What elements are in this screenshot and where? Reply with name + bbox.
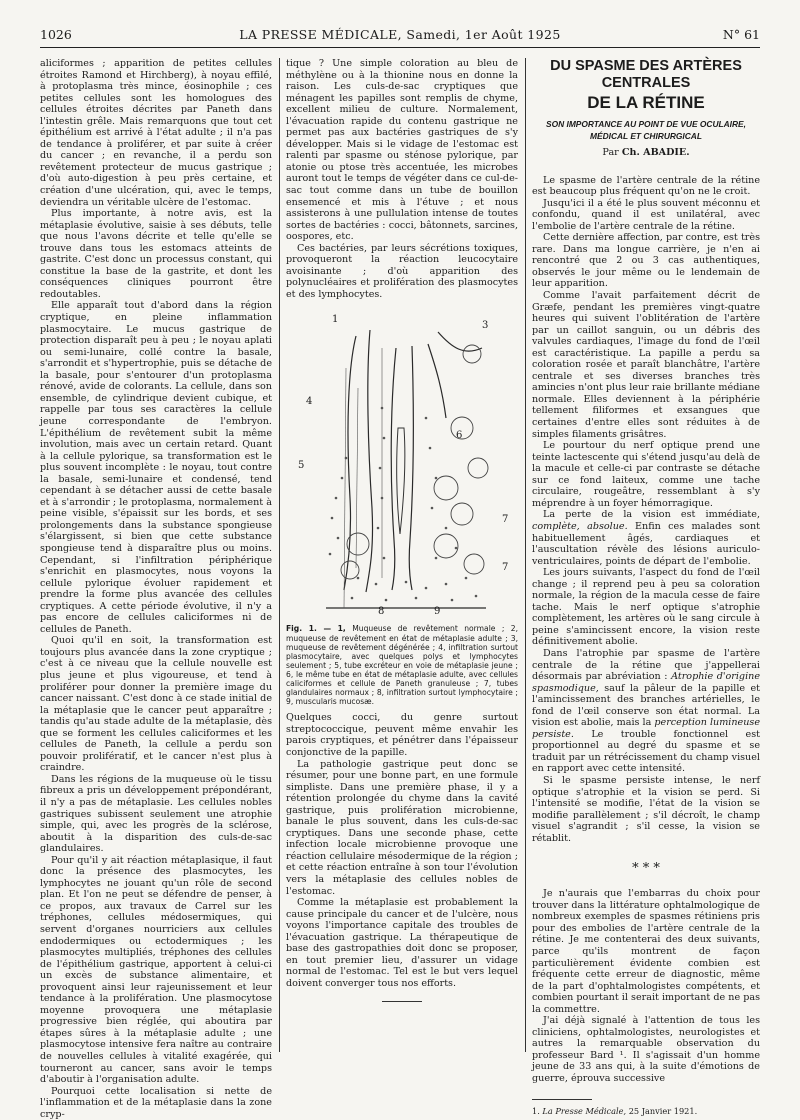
column-2: [286, 58, 518, 1002]
emphasis: perception lumineuse persiste.: [532, 717, 761, 740]
paragraph: J'ai déjà signalé à l'attention de tous les cliniciens, ophtalmologistes, neurologistes et autres la remarquable observation du professeur Bard ¹. Il s'agissait d'un homme jeune de 33 ans qui, à la suite d'émotions de guerre, éprouva successive: [532, 1015, 760, 1085]
paragraph: Dans les régions de la muqueuse où le tissu fibreux a pris un développement prépondérant, il n'y a pas de métaplasie. Les cellules nobles gastriques subissent seulement une atrophie simple, qui, avec les progrès de la sclérose, aboutit à la disparition des culs-de-sac glandulaires.: [40, 773, 272, 855]
byline-author: Ch. ABADIE.: [621, 147, 690, 158]
section-stars: * * *: [632, 861, 660, 877]
paragraph: aliciformes ; apparition de petites cellules étroites Ramond et Hirchberg), à noyau effilé, à protoplasma très mince, éosinophile ; ces petites cellules sont les homologues des cellules étroites décrites par Paneth dans l'intestin grêle. Mais remarquons que tout cet épithélium est arrivé à l'état adulte ; il n'a pas de tendance à proliférer, et par suite à créer du cancer ; en revanche, il a perdu son revêtement protecteur de mucus gastrique ; d'où auto-digestion à peu près certaine, et création d'une ulcération, qui, avec le temps, deviendra un véritable ulcère de l'estomac.: [40, 58, 272, 208]
article-byline: [532, 147, 760, 159]
paragraph: Elle apparaît tout d'abord dans la région cryptique, en pleine inflammation plasmocytaire. Le mucus gastrique de protection disparaît peu à peu ; le noyau aplati ou semi-lunaire, collé contre la basale, s'arrondit et s'hypertrophie, puis se détache de la basale, pour s'entourer d'un protoplasma rénové, avide de colorants. La cellule, dans son ensemble, de cylindrique devient cubique, et rappelle par tous ses caractères la cellule jeune correspondante de l'embryon. L'épithélium de revêtement subit la même involution, mais avec un certain retard. Quant à la cellule pylorique, sa transformation est le plus souvent incomplète : le noyau, tout contre la basale, semi-lunaire et condensé, tend cependant à se détacher aussi de cette basale et à s'arrondir ; le protoplasma, normalement à peine visible, s'épaissit sur les bords, et ses prolongements dans la substance spongieuse s'élargissent, si bien que cette substance spongieuse tend à disparaître plus ou moins. Cependant, si l'infiltration périphérique s'enrichit en plasmocytes, nous voyons la cellule pylorique évoluer rapidement et prendre la forme plus avancée des cellules cryptiques. A cette période évolutive, il n'y a pas encore de cellules caliciformes ni de cellules de Paneth.: [40, 300, 272, 635]
column-separator: [525, 58, 526, 1052]
column-3: [532, 58, 760, 1116]
article-title: [532, 58, 760, 113]
footnote-number: 1.: [532, 1105, 540, 1116]
issue-number: N° 61: [722, 27, 760, 42]
text-run: Dans l'atrophie par spasme de l'artère centrale de la rétine que j'appellerai désormais par abréviation :: [532, 647, 760, 683]
histology-figure: [286, 308, 518, 618]
figure-caption: [286, 624, 518, 706]
header-rule: [40, 47, 760, 48]
figure-label: 6: [456, 430, 463, 442]
paragraph: Comme l'avait parfaitement décrit de Græfe, pendant les premières vingt-quatre heures qui suivent l'oblitération de l'artère par un caillot sanguin, ou un débris des valvules cardiaques, l'image du fond de l'œil est caractéristique. La papille a perdu sa coloration rosée et paraît blanchâtre, l'artère centrale et ses diverses branches très amincies n'ont plus leur raie brillante médiane normale. Elles deviennent à la périphérie tellement filiformes et exsangues que certaines d'entre elles sont réduites à de simples filaments grisâtres.: [532, 290, 760, 440]
text-run: La perte de la vision est immédiate,: [543, 509, 760, 521]
paragraph: Comme la métaplasie est probablement la cause principale du cancer et de l'ulcère, nous voyons l'importance capitale des troubles de l'évacuation gastrique. La thérapeutique de base des gastropathies doit donc se proposer, en tout premier lieu, d'assurer un vidage normal de l'estomac. Tel est le but vers lequel doivent converger tous nos efforts.: [286, 897, 518, 989]
figure-label: 7: [502, 514, 509, 526]
paragraph: Je n'aurais que l'embarras du choix pour trouver dans la littérature ophtalmologique de nombreux exemples de spasmes rétiniens pris pour des embolies de l'artère centrale de la rétine. Je me contenterai des deux suivants, parce qu'ils montrent de façon particulièrement évidente combien est fréquente cette erreur de diagnostic, même de la part d'ophtalmologistes compétents, et combien pourtant il serait important de ne pas la commettre.: [532, 888, 760, 1015]
footnote-rule: [532, 1099, 592, 1100]
text-run: sauf la pâleur de la papille et l'amincissement des branches artérielles, le fond de l'œil conserve son état normal. La vision est abolie, mais la: [532, 682, 760, 729]
paragraph: Plus importante, à notre avis, est la métaplasie évolutive, saisie à ses débuts, telle que nous l'avons décrite et telle qu'elle se trouve dans tous les estomacs atteints de gastrite. C'est donc un processus constant, qui constitue la base de la gastrite, et dont les conséquences cliniques pourront être redoutables.: [40, 208, 272, 300]
paragraph: La pathologie gastrique peut donc se résumer, pour une bonne part, en une formule simpliste. Dans une première phase, il y a rétention prolongée du chyme dans la cavité gastrique, puis prolifération microbienne, banale le plus souvent, dans les culs-de-sac cryptiques. Dans une seconde phase, cette infection locale microbienne provoque une réaction cellulaire mésodermique de la région ; et cette réaction entraîne à son tour l'évolution vers la métaplasie des cellules nobles de l'estomac.: [286, 758, 518, 897]
article-title-line-1: DU SPASME DES ARTÈRES CENTRALES: [550, 58, 742, 91]
figure-label: 7: [502, 562, 509, 574]
figure-label: 9: [434, 606, 441, 618]
emphasis: complète, absolue.: [532, 520, 628, 532]
figure-label: 3: [482, 320, 489, 332]
paragraph: Jusqu'ici il a été le plus souvent méconnu et confondu, quand il est unilatéral, avec l'embolie de l'artère centrale de la rétine.: [532, 197, 760, 232]
column-separator: [279, 58, 280, 1052]
paragraph: Le pourtour du nerf optique prend une teinte lactescente qui s'étend jusqu'au delà de la macule et celle-ci par contraste se détache sur ce fond laiteux, comme une tache circulaire, rougeâtre, ressemblant à s'y méprendre à un foyer hémorragique.: [532, 440, 760, 509]
page-header: [40, 27, 760, 45]
footnote: [532, 1106, 760, 1116]
paragraph: Le spasme de l'artère centrale de la rétine est beaucoup plus fréquent qu'on ne le croit.: [532, 174, 760, 198]
article-subtitle: SON IMPORTANCE AU POINT DE VUE OCULAIRE, MÉDICAL ET CHIRURGICAL: [546, 119, 746, 141]
caption-lead: Fig. 1. — 1,: [286, 624, 346, 634]
journal-line: LA PRESSE MÉDICALE, Samedi, 1er Août 1925: [239, 27, 561, 42]
text-run: Le trouble fonctionnel est proportionnel au degré du spasme et se traduit par un rétrécissement du champ visuel en rapport avec cette intensité.: [532, 728, 760, 775]
article-end-rule: [382, 1001, 422, 1002]
histology-illustration: [286, 308, 518, 618]
figure-label: 5: [298, 460, 305, 472]
figure-label: 8: [378, 606, 385, 618]
emphasis: Atrophie d'origine spasmodique,: [532, 671, 760, 694]
byline-prefix: Par: [602, 147, 619, 158]
paragraph: Ces bactéries, par leurs sécrétions toxiques, provoqueront la réaction leucocytaire avoisinante ; d'où apparition des polynucléaires et prolifération des plasmocytes et des lymphocytes.: [286, 242, 518, 300]
paragraph: [532, 648, 760, 775]
footnote-source: La Presse Médicale,: [542, 1105, 627, 1116]
paragraph: Pourquoi cette localisation si nette de l'inflammation et de la métaplasie dans la zone cryp-: [40, 1085, 272, 1120]
paragraph: Cette dernière affection, par contre, est très rare. Dans ma longue carrière, je n'en ai rencontré que 2 ou 3 cas authentiques, observés le jour même ou le lendemain de leur apparition.: [532, 232, 760, 290]
column-1: [40, 58, 272, 1120]
paragraph: tique ? Une simple coloration au bleu de méthylène ou à la thionine nous en donne la raison. Les culs-de-sac cryptiques que ménagent les papilles sont remplis de chyme, excellent milieu de culture. Normalement, l'évacuation rapide du contenu gastrique ne permet pas aux bactéries gastriques de s'y développer. Mais si le vidage de l'estomac est ralenti par spasme ou sténose pylorique, par atonie ou ptose très accentuée, les microbes auront tout le temps de végéter dans ce cul-de-sac tout comme dans un tube de bouillon ensemencé et mis à l'étuve ; et nous assisterons à une pullulation intense de toutes sortes de bactéries : cocci, bâtonnets, sarcines, oospores, etc.: [286, 58, 518, 243]
paragraph: Pour qu'il y ait réaction métaplasique, il faut donc la présence des plasmocytes, les lymphocytes ne jouant qu'un rôle de second plan. Et l'on ne peut se défendre de penser, à ce propos, aux travaux de Carrel sur les tréphones, cellules médosermiques, qui servent d'organes nourriciers aux cellules endodermiques ou ectodermiques ; les plasmocytes multipliés, tréphones des cellules de l'épithélium gastrique, apportent à celui-ci un excès de substance alimentaire, et provoquent ainsi leur rajeunissement et leur tendance à la prolifération. Une plasmocytose moyenne provoquera une métaplasie progressive bien réglée, qui aboutira par étapes sûres à la métaplasie adulte ; une plasmocytose intensive fera naître au contraire de nouvelles cellules à vitalité exagérée, qui tourneront au cancer, sans avoir le temps d'aboutir à l'organisation adulte.: [40, 854, 272, 1086]
paragraph: [532, 509, 760, 567]
caption-text: Muqueuse de revêtement normale ; 2, muqueuse de revêtement en état de métaplasie adulte ; 3, muqueuse de revêtement dégénérée ; 4, infiltration surtout plasmocytaire, avec quelques polys et lymphocytes seulement ; 5, tube excréteur en voie de métaplasie jeune ; 6, le même tube en état de métaplasie adulte, avec cellules caliciformes et cellule de Paneth granuleuse ; 7, tubes glandulaires normaux ; 8, infiltration surtout lymphocytaire ; 9, muscularis mucosæ.: [286, 624, 518, 707]
footnote-date: 25 Janvier 1921.: [628, 1105, 698, 1116]
figure-label: 1: [332, 314, 339, 326]
paragraph: Quoi qu'il en soit, la transformation est toujours plus avancée dans la zone cryptique ; c'est à ce niveau que la cellule nouvelle est plus jeune et plus vigoureuse, et tend à proliférer pour donner la première image du cancer naissant. C'est donc à ce stade initial de la métaplasie que le cancer peut apparaître ; tandis qu'au stade adulte de la métaplasie, dès que se forment les cellules caliciformes et les cellules de Paneth, la cellule a perdu son pouvoir prolifératif, et le cancer n'est plus à craindre.: [40, 635, 272, 774]
paragraph: Si le spasme persiste intense, le nerf optique s'atrophie et la vision se perd. Si l'intensité se modifie, l'état de la vision se modifie parallèlement ; s'il décroît, le champ visuel s'agrandit ; s'il cesse, la vision se rétablit.: [532, 774, 760, 844]
text-run: Enfin ces malades sont habituellement âgés, cardiaques et l'auscultation révèle des lésions auriculo-ventriculaires, points de départ de l'embolie.: [532, 520, 760, 567]
page-number: 1026: [40, 27, 72, 42]
paragraph: Quelques cocci, du genre surtout streptococcique, peuvent même envahir les parois cryptiques, et pénétrer dans l'épaisseur conjonctive de la papille.: [286, 712, 518, 758]
paragraph: Les jours suivants, l'aspect du fond de l'œil change ; il reprend peu à peu sa coloration normale, la région de la macula cesse de faire tache. Mais le nerf optique s'atrophie complètement, les artères où le sang circule à peine s'amincissent encore, la vision reste définitivement abolie.: [532, 567, 760, 648]
figure-label: 4: [306, 396, 313, 408]
article-title-line-2: DE LA RÉTINE: [587, 93, 705, 112]
